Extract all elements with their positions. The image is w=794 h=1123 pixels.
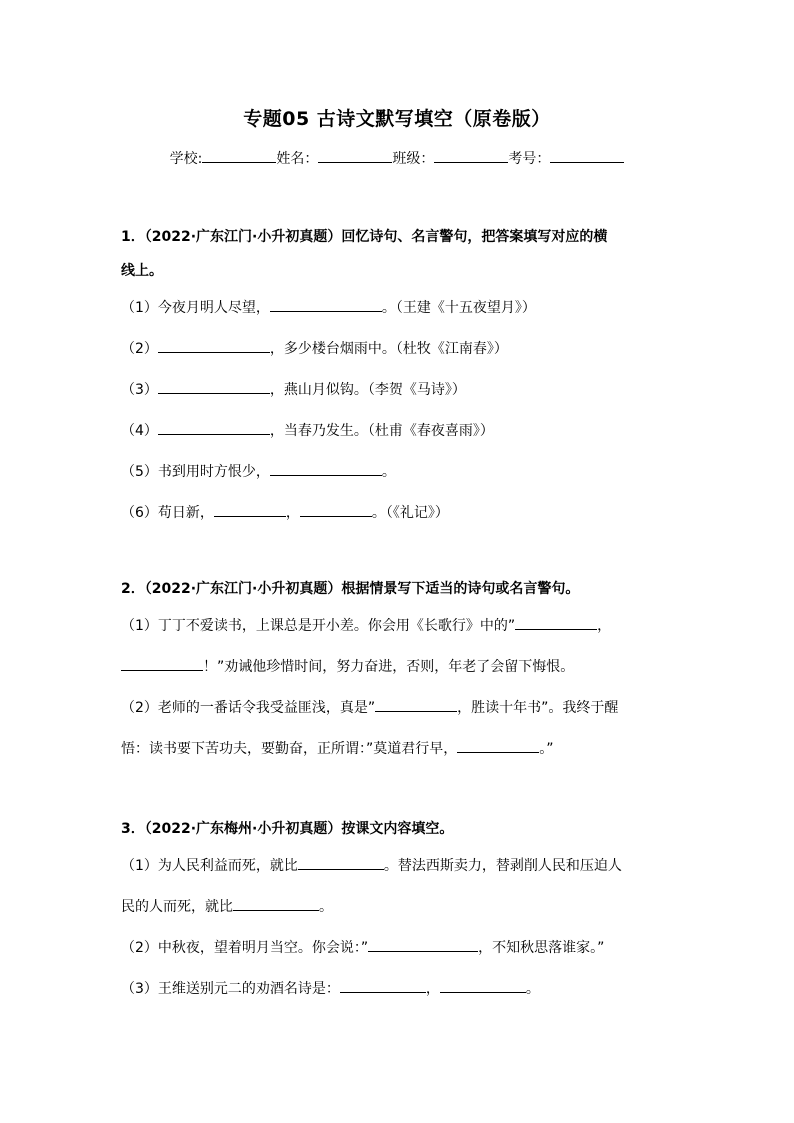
q1-item-6-separator: ， (285, 505, 300, 521)
q2-item-1-separator: ， (597, 618, 612, 634)
q2-item-2-middle: ，胜读十年书”。我终于醒 (457, 700, 619, 716)
q1-item-6-blank-1[interactable] (214, 502, 286, 517)
q1-item-4 (121, 411, 677, 452)
q1-item-5-prefix: （5）书到用时方恨少， (121, 464, 270, 480)
question-1-heading-line-1: 1．（2022·广东江门·小升初真题）回忆诗句、名言警句，把答案填写对应的横 (121, 229, 608, 245)
q3-item-1-line-2 (121, 887, 677, 928)
q1-item-6-prefix: （6）苟日新， (121, 505, 214, 521)
question-3 (121, 812, 677, 1010)
q3-item-1-middle: 。替法西斯卖力，替剥削人民和压迫人 (383, 858, 622, 874)
class-blank[interactable] (434, 148, 508, 163)
q2-item-2-line-2 (121, 729, 677, 770)
question-1-heading-line-2: 线上。 (121, 263, 163, 279)
q2-item-1-prefix: （1）丁丁不爱读书，上课总是开小差。你会用《长歌行》中的” (121, 618, 516, 634)
q2-item-2-blank-2[interactable] (457, 738, 539, 753)
q2-item-1-line-2 (121, 647, 677, 688)
q1-item-2 (121, 329, 677, 370)
q1-item-1-suffix: 。（王建《十五夜望月》） (381, 300, 536, 316)
q1-item-5-suffix: 。 (381, 464, 396, 480)
q3-item-3 (121, 969, 677, 1010)
school-label: 学校: (169, 151, 203, 167)
q1-item-5 (121, 452, 677, 493)
q2-item-2-prefix: （2）老师的一番话令我受益匪浅，真是” (121, 700, 376, 716)
q1-item-5-blank[interactable] (270, 461, 382, 476)
q2-item-1-blank-2[interactable] (121, 656, 203, 671)
question-2 (121, 572, 677, 770)
q2-item-2-blank-1[interactable] (375, 697, 457, 712)
student-info-line (0, 148, 794, 168)
q1-item-6-suffix: 。（《礼记》） (371, 505, 449, 521)
q3-item-1-line-1 (121, 846, 677, 887)
exam-no-label: 考号： (508, 151, 551, 167)
q3-item-3-blank-2[interactable] (440, 978, 526, 993)
name-label: 姓名： (276, 151, 319, 167)
q3-item-2-blank[interactable] (368, 937, 478, 952)
q1-item-3-prefix: （3） (121, 382, 158, 398)
q2-item-1-suffix: ！”劝诫他珍惜时间，努力奋进，否则，年老了会留下悔恨。 (203, 659, 575, 675)
q3-item-1-line-2-prefix: 民的人而死，就比 (121, 899, 233, 915)
name-blank[interactable] (318, 148, 392, 163)
q1-item-4-suffix: ，当春乃发生。（杜甫《春夜喜雨》） (269, 423, 494, 439)
q1-item-1-blank[interactable] (270, 297, 382, 312)
question-2-heading: 2．（2022·广东江门·小升初真题）根据情景写下适当的诗句或名言警句。 (121, 581, 580, 597)
q1-item-4-prefix: （4） (121, 423, 158, 439)
q2-item-1-line-1 (121, 606, 677, 647)
q3-item-1-blank-1[interactable] (298, 855, 384, 870)
q3-item-2 (121, 928, 677, 969)
q2-item-1-blank-1[interactable] (515, 615, 597, 630)
q1-item-1-prefix: （1）今夜月明人尽望， (121, 300, 270, 316)
question-1 (121, 220, 677, 534)
school-blank[interactable] (202, 148, 276, 163)
q3-item-3-suffix: 。 (525, 981, 540, 997)
q1-item-6-blank-2[interactable] (300, 502, 372, 517)
q1-item-3-suffix: ，燕山月似钩。（李贺《马诗》） (269, 382, 466, 398)
q1-item-1 (121, 288, 677, 329)
exam-no-blank[interactable] (550, 148, 624, 163)
question-1-heading (121, 220, 677, 288)
q2-item-2-line-1 (121, 688, 677, 729)
q3-item-2-suffix: ，不知秋思落谁家。” (478, 940, 605, 956)
q2-item-2-suffix: 。” (539, 741, 554, 757)
q1-item-2-prefix: （2） (121, 341, 158, 357)
q1-item-3 (121, 370, 677, 411)
q1-item-4-blank[interactable] (158, 420, 270, 435)
q3-item-3-blank-1[interactable] (340, 978, 426, 993)
q1-item-3-blank[interactable] (158, 379, 270, 394)
q1-item-2-suffix: ，多少楼台烟雨中。（杜牧《江南春》） (269, 341, 508, 357)
class-label: 班级： (392, 151, 435, 167)
q3-item-2-prefix: （2）中秋夜，望着明月当空。你会说：” (121, 940, 369, 956)
q3-item-3-separator: ， (425, 981, 440, 997)
question-3-heading: 3．（2022·广东梅州·小升初真题）按课文内容填空。 (121, 821, 454, 837)
q3-item-1-suffix: 。 (319, 899, 333, 915)
q3-item-1-prefix: （1）为人民利益而死，就比 (121, 858, 298, 874)
q3-item-1-blank-2[interactable] (233, 896, 319, 911)
q3-item-3-prefix: （3）王维送别元二的劝酒名诗是： (121, 981, 340, 997)
page-title: 专题05 古诗文默写填空（原卷版） (243, 108, 551, 130)
q2-item-2-line-2-prefix: 悟：读书要下苦功夫，要勤奋，正所谓：”莫道君行早， (121, 741, 458, 757)
q1-item-6 (121, 493, 677, 534)
q1-item-2-blank[interactable] (158, 338, 270, 353)
